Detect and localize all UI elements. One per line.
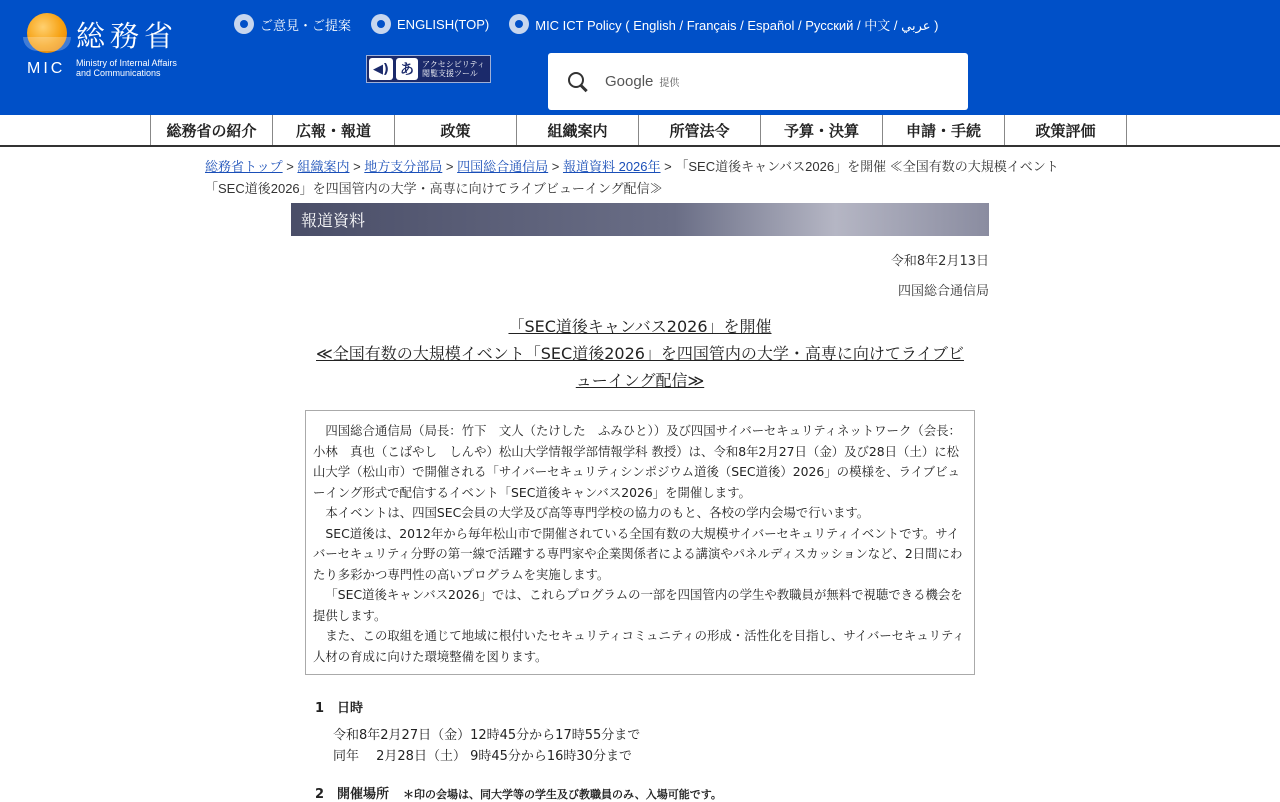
press-section-header: 報道資料 xyxy=(291,203,989,236)
datetime-line: 令和8年2月27日（金）12時45分から17時55分まで xyxy=(333,728,641,743)
section-heading-venue xyxy=(315,783,722,802)
logo-english[interactable] xyxy=(76,58,177,78)
nav-item-about[interactable]: 総務省の紹介 xyxy=(151,115,273,145)
accessibility-tool-label xyxy=(422,60,485,78)
english-top-link-label: ENGLISH(TOP) xyxy=(397,16,490,32)
logo-english-line1: Ministry of Internal Affairs xyxy=(76,58,177,68)
press-bureau: 四国総合通信局 xyxy=(897,284,989,299)
nav-item-applications[interactable]: 申請・手続 xyxy=(883,115,1005,145)
breadcrumb-current: 「SEC道後キャンバス2026」を開催 ≪全国有数の大規模イベント「SEC道後2026」を四国管内の大学・高専に向けてライブビューイング配信≫ xyxy=(205,159,1059,196)
search-icon[interactable] xyxy=(568,72,588,92)
speaker-icon: ◀) xyxy=(369,58,393,80)
summary-paragraph: 「SEC道後キャンバス2026」では、これらプログラムの一部を四国管内の学生や教職員が無料で視聴できる機会を提供します。 xyxy=(313,587,963,623)
site-search-box[interactable] xyxy=(548,53,968,110)
section-heading-venue-label: 2 開催場所 xyxy=(315,787,390,802)
summary-paragraph: 四国総合通信局（局長：竹下 文人（たけした ふみひと））及び四国サイバーセキュリティネットワーク（会長：小林 真也（こばやし しんや）松山大学情報学部情報学科 教授）は、令和8年2月27日（金）及び28日（土）に松山大学（松山市）で開催される「サイバーセキュリティシンポジウム道後（SEC道後）2026」の模様を、ライブビューイング形式で配信するイベント「SEC道後キャンバス2026」を開催します。 xyxy=(313,423,961,500)
page-title-line1: 「SEC道後キャンバス2026」を開催 xyxy=(508,317,772,336)
mic-logo-icon[interactable] xyxy=(27,13,67,53)
english-top-link[interactable] xyxy=(371,14,489,34)
datetime-details xyxy=(333,725,640,767)
datetime-line: 同年 2月28日（土） 9時45分から16時30分まで xyxy=(333,749,632,764)
nav-item-organization[interactable]: 組織案内 xyxy=(517,115,639,145)
search-provider-sub: 提供 xyxy=(659,78,680,89)
logo-abbr[interactable]: MIC xyxy=(27,60,66,77)
mic-ict-policy-link-label: MIC ICT Policy ( English / Français / Español / Русский / 中文 / عربي ) xyxy=(535,17,939,33)
summary-box xyxy=(305,410,975,675)
search-provider: Google xyxy=(605,73,654,90)
global-nav xyxy=(0,115,1280,147)
page-title xyxy=(295,313,985,394)
breadcrumb-link-organization[interactable]: 組織案内 xyxy=(297,159,350,174)
breadcrumb-separator: > xyxy=(548,159,563,174)
nav-item-press[interactable]: 広報・報道 xyxy=(273,115,395,145)
nav-item-evaluation[interactable]: 政策評価 xyxy=(1005,115,1127,145)
breadcrumb-link-press-2026[interactable]: 報道資料 2026年 xyxy=(562,159,661,174)
page-title-line3: ューイング配信≫ xyxy=(575,371,705,390)
nav-item-budget[interactable]: 予算・決算 xyxy=(761,115,883,145)
summary-paragraph: SEC道後は、2012年から毎年松山市で開催されている全国有数の大規模サイバーセキュリティイベントです。サイバーセキュリティ分野の第一線で活躍する専門家や企業関係者による講演やパネルディスカッションなど、2日間にわたり多彩かつ専門性の高いプログラムを実施します。 xyxy=(313,525,963,582)
header-links xyxy=(234,14,958,34)
breadcrumb xyxy=(205,156,1065,200)
breadcrumb-separator: > xyxy=(282,159,298,174)
accessibility-tool-button[interactable] xyxy=(366,55,491,83)
breadcrumb-separator: > xyxy=(349,159,365,174)
radio-bullet-icon xyxy=(371,14,391,34)
global-nav-items xyxy=(150,115,1127,145)
page-title-line2: ≪全国有数の大規模イベント「SEC道後2026」を四国管内の大学・高専に向けてライブビ xyxy=(316,344,964,363)
mic-ict-policy-link[interactable] xyxy=(509,14,938,34)
summary-paragraph: また、この取組を通じて地域に根付いたセキュリティコミュニティの形成・活性化を目指し、サイバーセキュリティ人材の育成に向けた環境整備を図ります。 xyxy=(313,628,965,664)
summary-paragraph: 本イベントは、四国SEC会員の大学及び高等専門学校の協力のもと、各校の学内会場で行います。 xyxy=(325,505,870,520)
section-heading-datetime: 1 日時 xyxy=(315,701,364,716)
breadcrumb-link-shikoku[interactable]: 四国総合通信局 xyxy=(457,159,549,174)
accessibility-tool-label-line2: 閲覧支援ツール xyxy=(422,69,478,78)
radio-bullet-icon xyxy=(509,14,529,34)
breadcrumb-separator: > xyxy=(660,159,676,174)
press-date: 令和8年2月13日 xyxy=(890,254,989,269)
breadcrumb-link-regional[interactable]: 地方支分部局 xyxy=(364,159,443,174)
accessibility-tool-label-line1: アクセシビリティ xyxy=(422,60,485,69)
logo-title[interactable]: 総務省 xyxy=(76,19,179,53)
breadcrumb-separator: > xyxy=(442,159,458,174)
nav-item-policy[interactable]: 政策 xyxy=(395,115,517,145)
radio-bullet-icon xyxy=(234,14,254,34)
hiragana-a-icon: あ xyxy=(396,58,418,80)
nav-item-laws[interactable]: 所管法令 xyxy=(639,115,761,145)
venue-note: ＊印の会場は、同大学等の学生及び教職員のみ、入場可能です。 xyxy=(403,788,722,801)
feedback-link-label: ご意見・ご提案 xyxy=(260,17,352,33)
feedback-link[interactable] xyxy=(234,14,351,34)
breadcrumb-link-top[interactable]: 総務省トップ xyxy=(205,159,283,174)
site-header xyxy=(0,0,1280,115)
logo-english-line2: and Communications xyxy=(76,68,161,78)
